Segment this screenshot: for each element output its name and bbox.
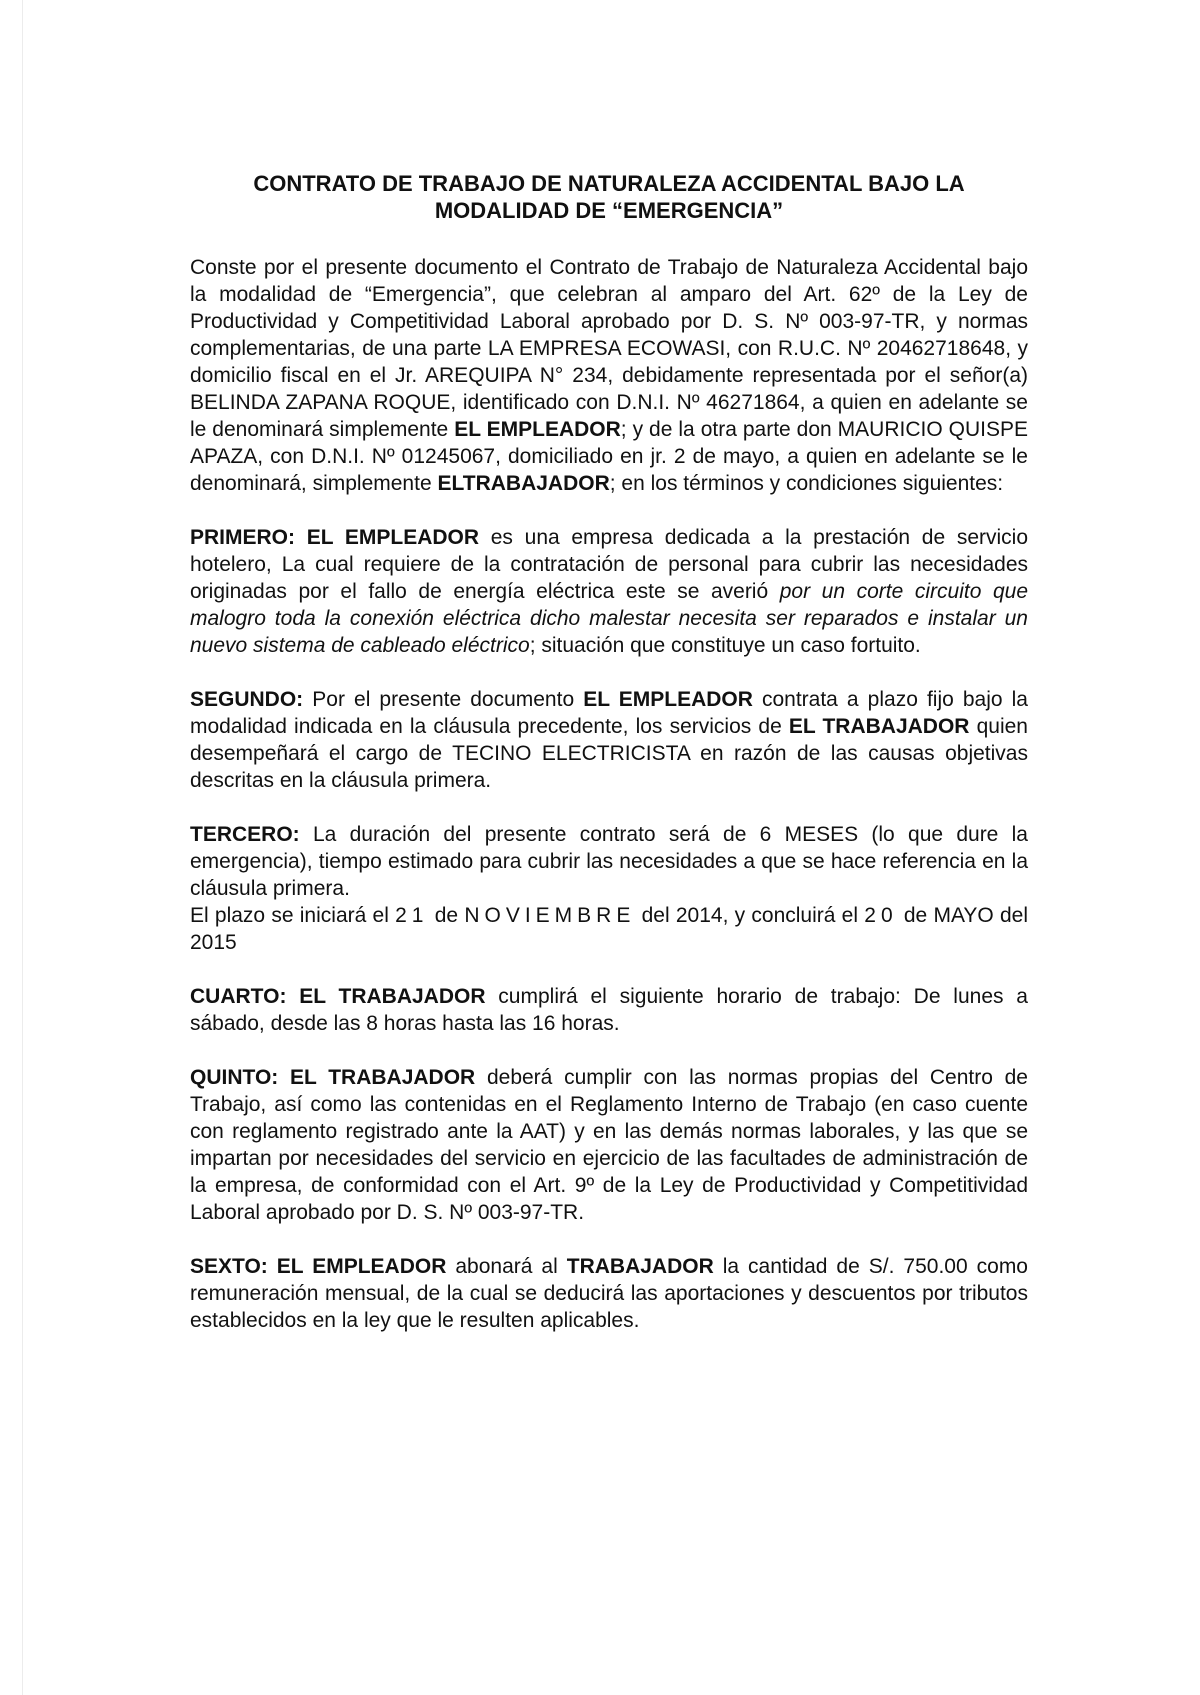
- clause-sexto-bold: TRABAJADOR: [566, 1255, 714, 1278]
- clause-cuarto: [190, 983, 1028, 1037]
- clause-tercero-plazo: [190, 902, 1028, 956]
- intro-bold-trabajador: ELTRABAJADOR: [437, 472, 610, 495]
- clause-primero-italic: por un corte circuito que malogro toda la conexión eléctrica dicho malestar necesita ser reparados e instalar un nuevo sistema de cableado eléctrico: [190, 580, 1028, 657]
- clause-primero: [190, 524, 1028, 659]
- clause-segundo-bold-1: EL EMPLEADOR: [583, 688, 753, 711]
- plazo-text-b: de: [428, 904, 465, 927]
- clause-segundo-label: SEGUNDO:: [190, 688, 304, 711]
- intro-paragraph: [190, 254, 1028, 497]
- clause-quinto: [190, 1064, 1028, 1226]
- clause-segundo-bold-2: EL TRABAJADOR: [788, 715, 970, 738]
- clause-tercero: [190, 821, 1028, 902]
- intro-text-3: ; en los términos y condiciones siguientes:: [609, 472, 1004, 495]
- clause-segundo-text-2: contrata a plazo fijo bajo la modalidad indicada en la cláusula precedente, los servicios de: [190, 688, 1028, 738]
- intro-bold-empleador: EL EMPLEADOR: [454, 418, 621, 441]
- clause-primero-text-2: ; situación que constituye un caso fortuito.: [529, 634, 921, 657]
- clause-quinto-text: deberá cumplir con las normas propias del Centro de Trabajo, así como las contenidas en el Reglamento Interno de Trabajo (en caso cuente con reglamento registrado ante la AAT) y en las demás normas laborales, y las que se impartan por necesidades del servicio en ejercicio de las facultades de administración de la empresa, de conformidad con el Art. 9º de la Ley de Productividad y Competitividad Laboral aprobado por D. S. Nº 003-97-TR.: [190, 1066, 1028, 1224]
- clause-quinto-label: QUINTO: EL TRABAJADOR: [190, 1066, 476, 1089]
- intro-text-1: Conste por el presente documento el Contrato de Trabajo de Naturaleza Accidental bajo la modalidad de “Emergencia”, que celebran al amparo del Art. 62º de la Ley de Productividad y Competitividad Laboral aprobado por D. S. Nº 003-97-TR, y normas complementarias, de una parte LA EMPRESA ECOWASI, con R.U.C. Nº 20462718648, y domicilio fiscal en el Jr. AREQUIPA N° 234, debidamente representada por el señor(a) BELINDA ZAPANA ROQUE, identificado con D.N.I. Nº 46271864, a quien en adelante se le denominará simplemente: [190, 256, 1028, 441]
- clause-tercero-label: TERCERO:: [190, 823, 300, 846]
- clause-sexto: [190, 1253, 1028, 1334]
- clause-segundo-text-1: Por el presente documento: [303, 688, 584, 711]
- plazo-text-a: El plazo se iniciará el: [190, 904, 396, 927]
- plazo-text-d: de MAYO del 2015: [190, 904, 1029, 954]
- plazo-start-month: NOVIEMBRE: [464, 904, 636, 927]
- plazo-start-day: 21: [395, 904, 429, 927]
- clause-cuarto-text: cumplirá el siguiente horario de trabajo: De lunes a sábado, desde las 8 horas hasta las 16 horas.: [190, 985, 1028, 1035]
- clause-primero-label: PRIMERO: EL EMPLEADOR: [190, 526, 480, 549]
- title-line-1: CONTRATO DE TRABAJO DE NATURALEZA ACCIDENTAL BAJO LA: [253, 171, 965, 196]
- page-edge-line: [22, 0, 23, 1695]
- plazo-end-day: 20: [864, 904, 898, 927]
- clause-cuarto-label: CUARTO: EL TRABAJADOR: [190, 985, 486, 1008]
- clause-tercero-text-1: La duración del presente contrato será de 6 MESES (lo que dure la emergencia), tiempo estimado para cubrir las necesidades a que se hace referencia en la cláusula primera.: [190, 823, 1028, 900]
- clause-sexto-label: SEXTO: EL EMPLEADOR: [190, 1255, 447, 1278]
- clause-sexto-text-1: abonará al: [446, 1255, 567, 1278]
- plazo-text-c: del 2014, y concluirá el: [635, 904, 865, 927]
- document-page: [190, 170, 1028, 1361]
- clause-segundo: [190, 686, 1028, 794]
- intro-text-2: ; y de la otra parte don MAURICIO QUISPE APAZA, con D.N.I. Nº 01245067, domiciliado en jr. 2 de mayo, a quien en adelante se le denominará, simplemente: [190, 418, 1028, 495]
- document-title: [190, 170, 1028, 224]
- title-line-2: MODALIDAD DE “EMERGENCIA”: [434, 198, 784, 223]
- clause-sexto-text-2: la cantidad de S/. 750.00 como remuneración mensual, de la cual se deducirá las aportaciones y descuentos por tributos establecidos en la ley que le resulten aplicables.: [190, 1255, 1028, 1332]
- clause-primero-text-1: es una empresa dedicada a la prestación de servicio hotelero, La cual requiere de la contratación de personal para cubrir las necesidades originadas por el fallo de energía eléctrica este se averió: [190, 526, 1029, 603]
- clause-segundo-text-3: quien desempeñará el cargo de TECINO ELECTRICISTA en razón de las causas objetivas descritas en la cláusula primera.: [190, 715, 1028, 792]
